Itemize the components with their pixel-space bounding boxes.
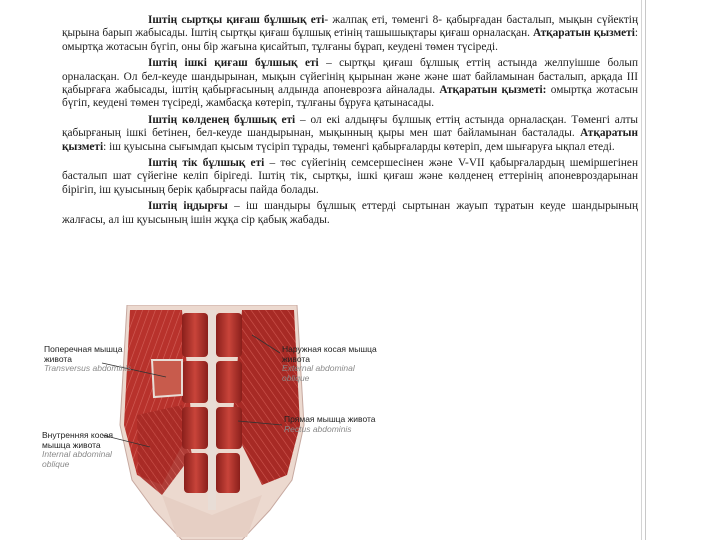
label-internal-oblique — [42, 431, 136, 469]
function-text: омыртқа жотасын бүгіп, кеудені төмен түсіреді, жамбасқа көтеріп, тұлғаны бұруға қатынасады. — [62, 84, 639, 110]
slide-border — [641, 0, 642, 540]
label-transverse — [44, 345, 134, 374]
term-external-oblique: Іштің сыртқы қиғаш бұлшық еті — [148, 14, 325, 26]
label-external-ru: Наружная косая мышца живота — [282, 344, 377, 364]
function-label: Атқаратын қызметі — [532, 27, 635, 40]
label-internal-lat: Internal abdominal oblique — [42, 449, 112, 469]
function-text: : іш қуысына сығымдап қысым түсіріп тұрады, төменгі қабырғаларды көтеріп, дем шығаруға ықпал етеді. — [103, 140, 615, 153]
text-fascia: – іш шандыры бұлшық еттерді сыртынан жауып тұратын кеуде шандырының жалғасы, ал іш қуысының ішін жұқа сір қабық жабады. — [62, 200, 638, 226]
text-transverse: – ол екі алдыңғы бұлшық еттің астында орналасқан. Төменгі алты қабырғаның ішкі бетінен, бел-кеуде шандырынан, мықынның қыры мен шат байламынан басталады. — [62, 113, 639, 140]
function-label: Атқаратын қызметі: — [439, 84, 547, 97]
abdominal-muscles-illustration — [42, 305, 382, 540]
label-internal-ru: Внутренняя косая мышца живота — [42, 430, 114, 450]
term-fascia: Іштің іңдырғы — [148, 200, 228, 213]
paragraph-fascia — [62, 200, 638, 227]
text-internal-oblique: – сыртқы қиғаш бұлшық еттің астында желпуішше болып орналасқан. Ол бел-кеуде шандырынан, мықын сүйегінің қырынан және жәнe шат байламынан басталып, арқада ІІІ қабырғаға жабысады, іштің қабырғасының алдында апоневрозға айналады. — [62, 57, 638, 97]
text-external-oblique: - жалпақ еті, төменгі 8- қабырғадан басталып, мықын сүйектің қырына барып жабысады. Іштің сыртқы қиғаш бұлшық етінің ташышықтары қиғаш орналасқан. — [62, 14, 638, 40]
label-rectus-lat: Rectus abdominis — [284, 423, 352, 434]
document-body — [62, 14, 638, 230]
transverse-window — [152, 360, 182, 397]
label-transverse-ru: Поперечная мышца живота — [44, 344, 123, 364]
label-transverse-lat: Transversus abdominis — [44, 363, 132, 373]
label-rectus-ru: Прямая мышца живота — [284, 414, 376, 424]
label-external-oblique — [282, 345, 378, 383]
term-rectus: Іштің тік бұлшық еті — [148, 157, 265, 170]
slide-border-accent — [645, 0, 646, 540]
term-internal-oblique: Іштің ішкі қиғаш бұлшық еті — [148, 57, 319, 70]
label-rectus — [284, 415, 378, 434]
paragraph-transverse — [62, 114, 638, 154]
term-transverse: Іштің көлденең бұлшық еті — [148, 113, 296, 126]
function-label: Атқаратын қызметі — [62, 127, 638, 153]
function-text: : омыртқа жотасын бүгіп, оны бір жағына қисайтып, тұлғаны бұрап, кеудені төмен түсіреді. — [62, 27, 638, 53]
label-external-lat: External abdominal oblique — [282, 363, 355, 383]
text-rectus: – төс сүйегінің семсершесінен және V-VII қабырғалардың шеміршегінен басталып шат сүйегіне келіп бірігеді. Іштің тік, сыртқы, ішкі қиғаш және көлденең еттерінің апоневроздарынан бірігіп, іш қуысының берік қабырғасы пайда болады. — [62, 157, 638, 196]
paragraph-internal-oblique — [62, 57, 638, 111]
linea-alba — [208, 310, 216, 510]
paragraph-external-oblique — [62, 14, 638, 54]
paragraph-rectus — [62, 157, 638, 197]
